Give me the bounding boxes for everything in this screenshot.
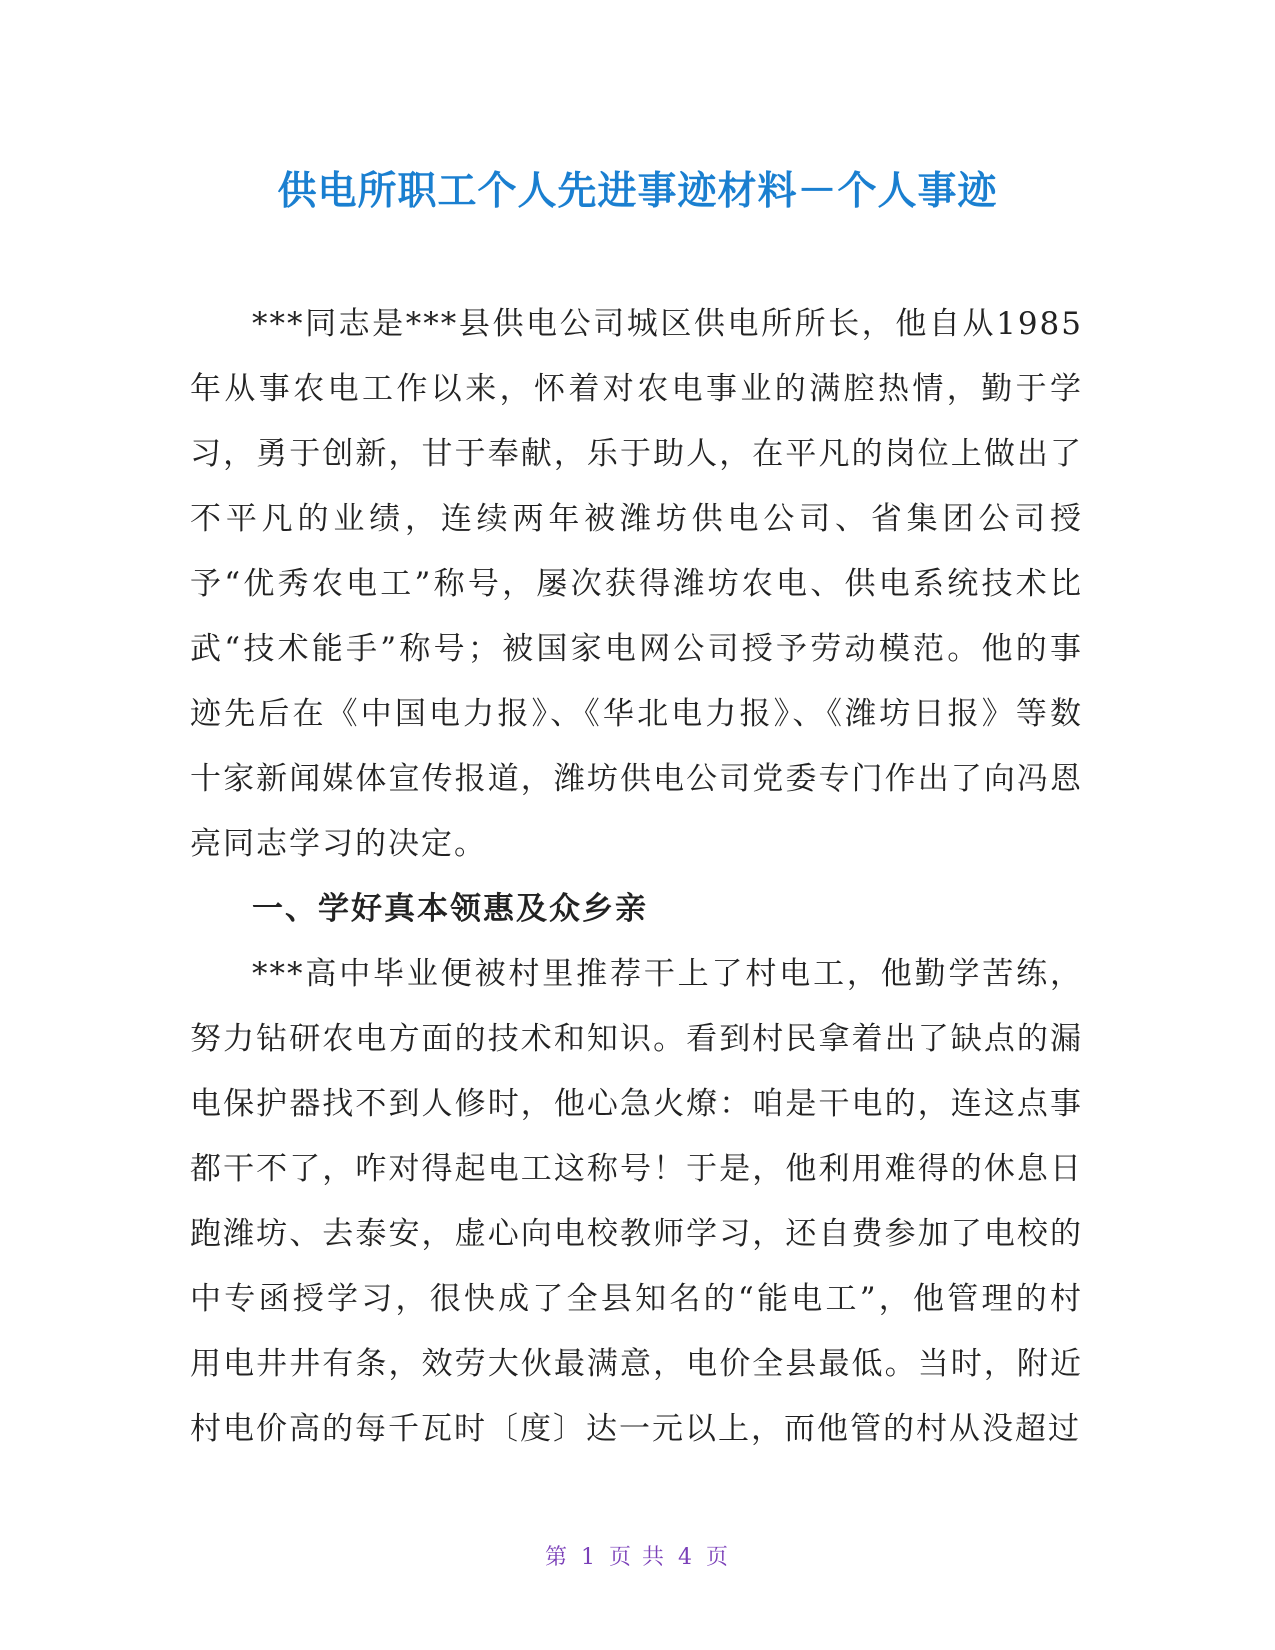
footer-page-number: 1 — [581, 1545, 597, 1570]
section-heading: 一、学好真本领惠及众乡亲 — [252, 891, 648, 927]
document-body — [190, 292, 1083, 1462]
section-paragraph: ***高中毕业便被村里推荐干上了村电工，他勤学苦练，努力钻研农电方面的技术和知识。看到村民拿着出了缺点的漏电保护器找不到人修时，他心急火燎：咱是干电的，连这点事都干不了，咋对得起电工这称号！于是，他利用难得的休息日跑潍坊、去泰安，虚心向电校教师学习，还自费参加了电校的中专函授学习，很快成了全县知名的“能电工”，他管理的村用电井井有条，效劳大伙最满意，电价全县最低。当时，附近村电价高的每千瓦时〔度〕达一元以上，而他管的村从没超过 — [190, 956, 1083, 1447]
page-footer — [0, 1540, 1275, 1571]
footer-suffix: 页 — [706, 1545, 731, 1570]
document-title: 供电所职工个人先进事迹材料－个人事迹 — [277, 169, 998, 214]
footer-total-pages: 4 — [678, 1545, 694, 1570]
footer-prefix: 第 — [544, 1545, 569, 1570]
footer-middle: 页 共 — [609, 1545, 666, 1570]
intro-paragraph: ***同志是***县供电公司城区供电所所长，他自从1985年从事农电工作以来，怀着对农电事业的满腔热情，勤于学习，勇于创新，甘于奉献，乐于助人，在平凡的岗位上做出了不平凡的业绩，连续两年被潍坊供电公司、省集团公司授予“优秀农电工”称号，屡次获得潍坊农电、供电系统技术比武“技术能手”称号；被国家电网公司授予劳动模范。他的事迹先后在《中国电力报》、《华北电力报》、《潍坊日报》等数十家新闻媒体宣传报道，潍坊供电公司党委专门作出了向冯恩亮同志学习的决定。 — [190, 306, 1083, 862]
